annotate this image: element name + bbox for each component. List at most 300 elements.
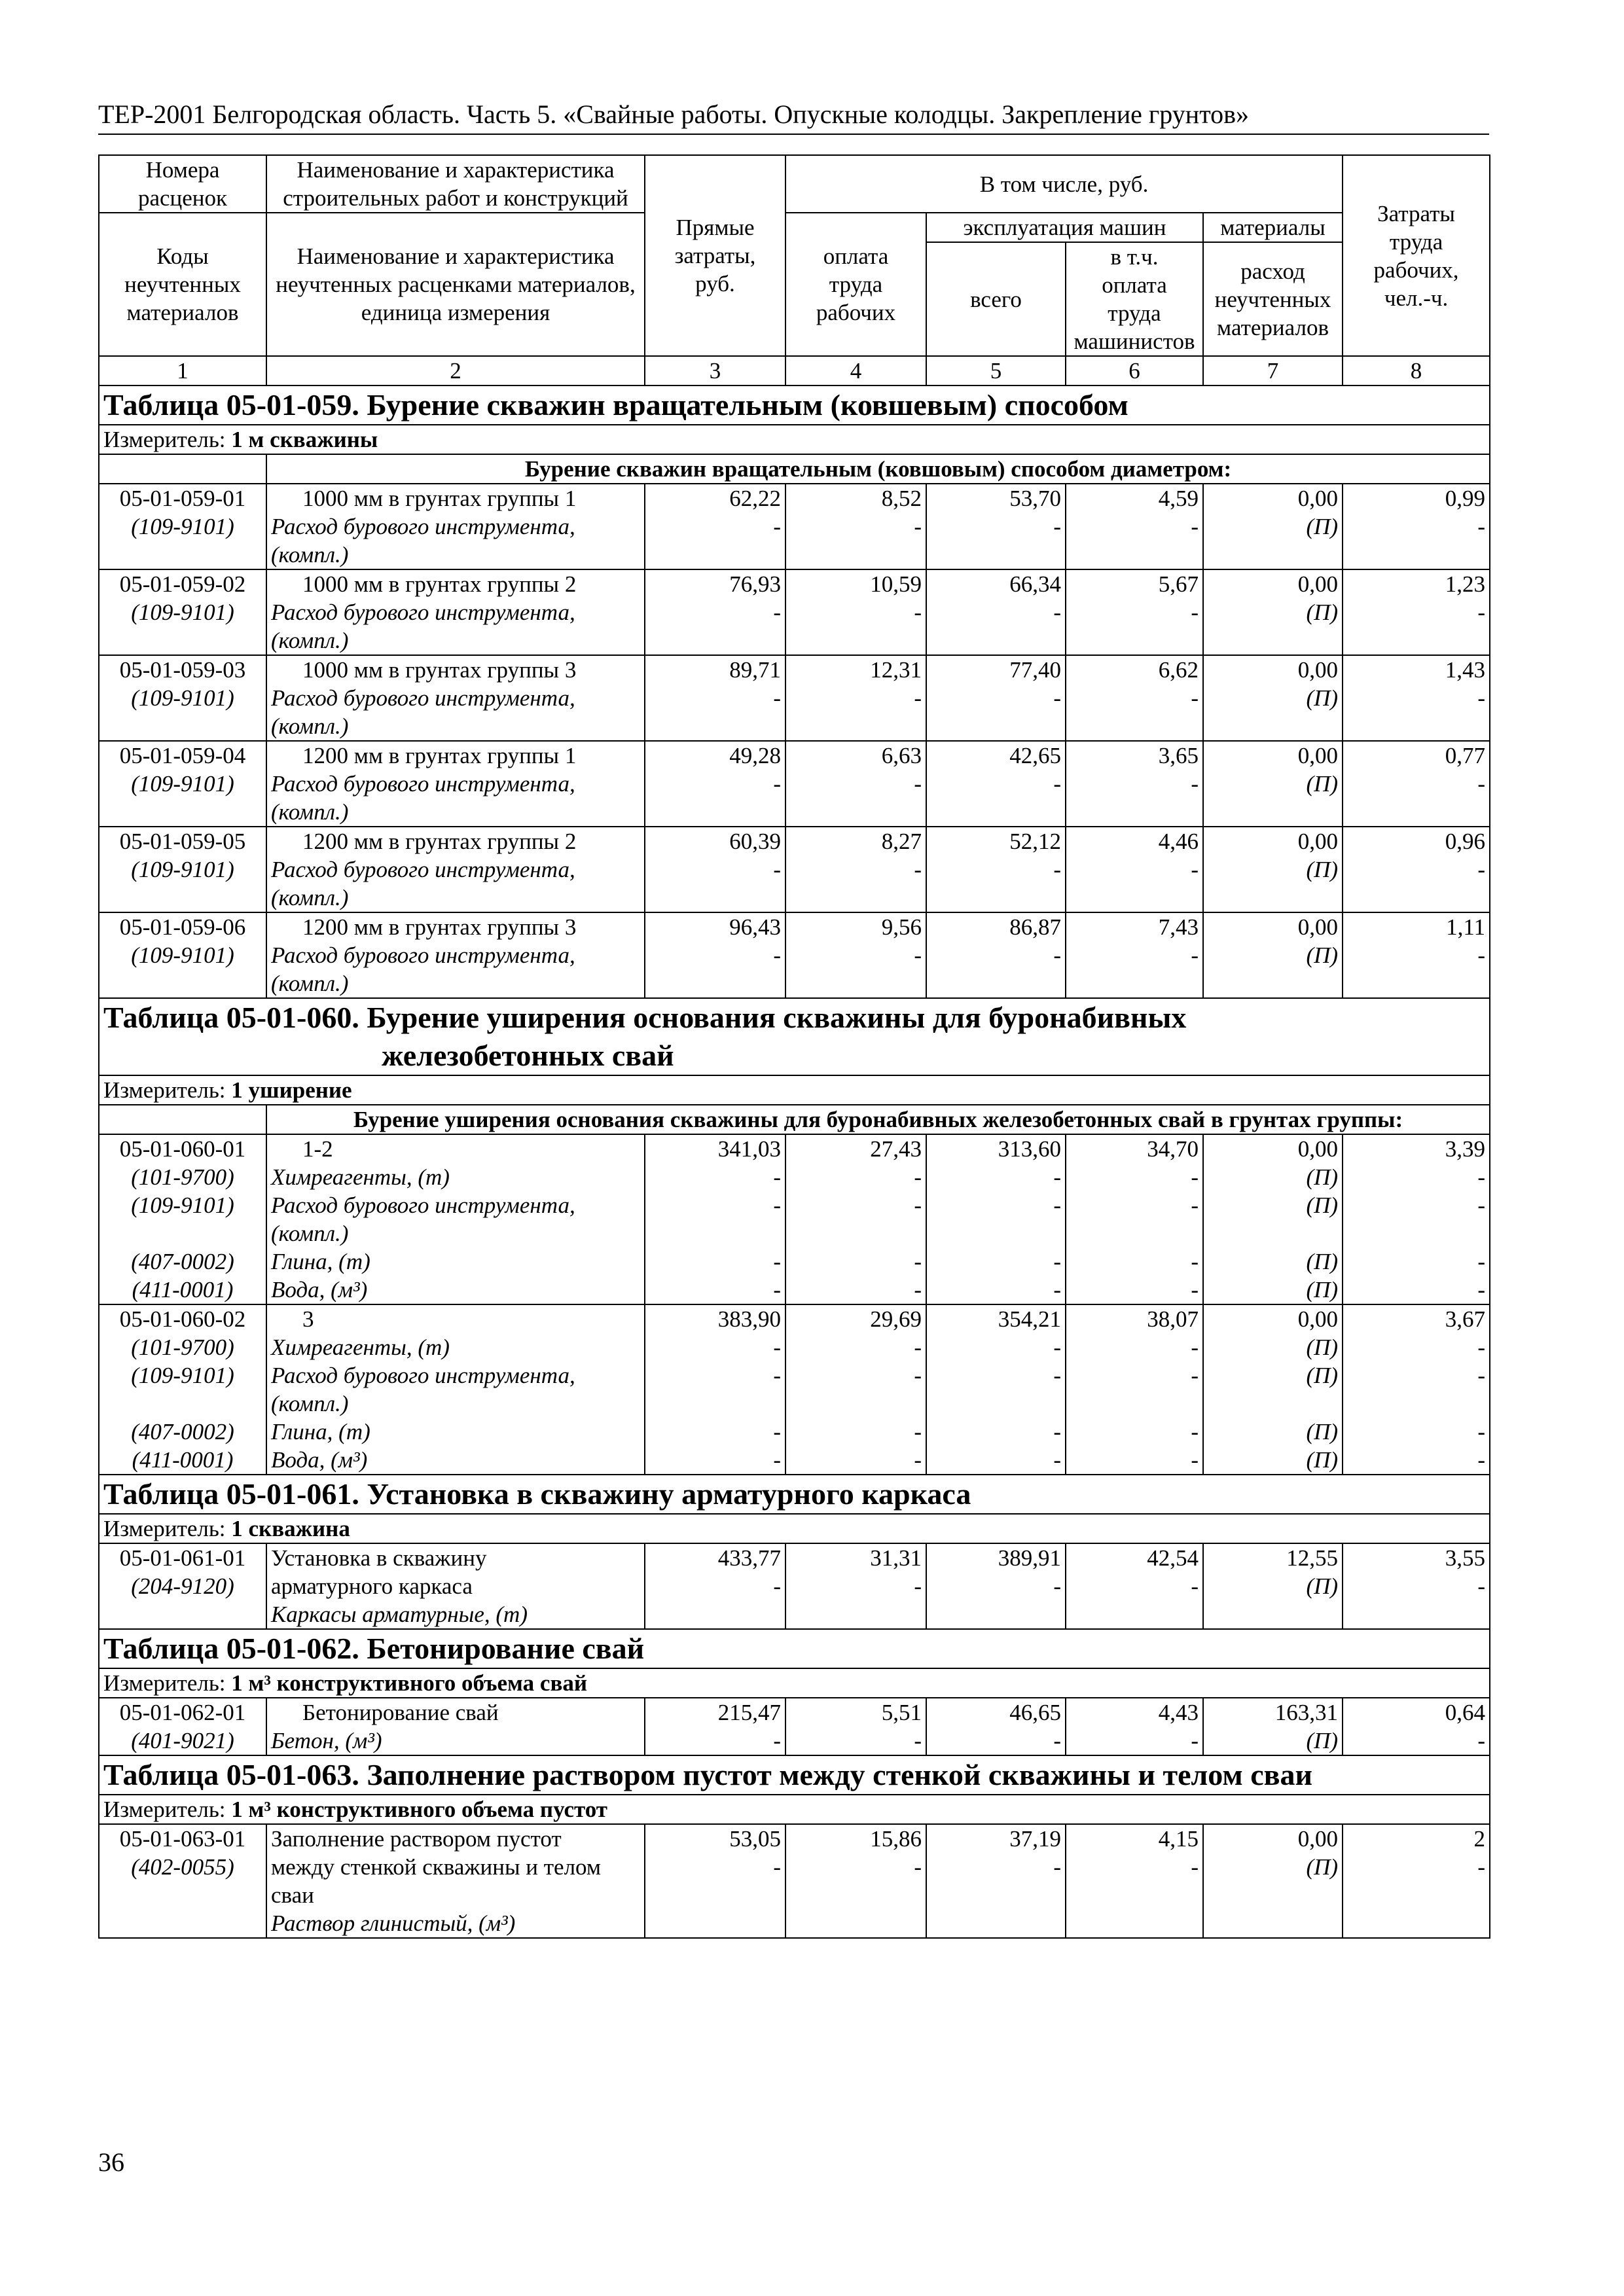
rate-row [99, 741, 1490, 827]
material-value: (П) [1306, 857, 1339, 882]
rate-code: 05-01-063-01 [119, 1826, 246, 1852]
measure-label: Измеритель: [103, 1670, 226, 1696]
rate-value: 1,11 [1446, 914, 1486, 940]
material-value: - [773, 514, 781, 539]
material-value: - [773, 942, 781, 968]
rate-row [99, 1824, 1490, 1938]
rate-names [266, 569, 645, 655]
material-value: - [914, 1854, 922, 1880]
rate-codes [99, 1304, 266, 1475]
rate-names [266, 1134, 645, 1304]
rate-code: 05-01-059-03 [119, 657, 246, 683]
material-value: (П) [1306, 1335, 1339, 1360]
material-value: - [1053, 1164, 1061, 1190]
material-value: - [1053, 1447, 1061, 1473]
material-value: - [914, 1277, 922, 1302]
col6-header: в т.ч. оплата труда машинистов [1066, 242, 1203, 356]
material-name: Глина, (т) [271, 1249, 370, 1274]
rate-value: 60,39 [729, 829, 781, 854]
rate-value: 7,43 [1158, 914, 1199, 940]
material-value: - [1477, 857, 1486, 882]
rate-codes [99, 741, 266, 827]
value-v3 [645, 569, 785, 655]
material-name: Расход бурового инструмента, (компл.) [271, 857, 575, 910]
value-v8 [1343, 1824, 1490, 1938]
rate-codes [99, 1134, 266, 1304]
rate-name: Бетонирование свай [302, 1700, 499, 1725]
rate-names [266, 1304, 645, 1475]
table-title-cell [99, 1629, 1490, 1668]
material-value: (П) [1306, 1249, 1339, 1274]
value-v3 [645, 1824, 785, 1938]
rate-value: 5,67 [1158, 571, 1199, 597]
rate-value: 0,99 [1445, 486, 1486, 511]
rate-value: 15,86 [870, 1826, 922, 1852]
material-value: (П) [1306, 1573, 1339, 1599]
col7-header: расход неучтенных материалов [1203, 242, 1343, 356]
value-v4 [785, 827, 926, 912]
rate-name: Установка в скважину арматурного каркаса [271, 1545, 487, 1599]
material-name: Химреагенты, (т) [271, 1164, 450, 1190]
measure-cell [99, 1668, 1490, 1698]
material-value: - [914, 771, 922, 797]
rate-value: 383,90 [717, 1306, 781, 1332]
page-number: 36 [98, 2147, 124, 2177]
rate-value: 163,31 [1274, 1700, 1339, 1725]
rate-value: 215,47 [717, 1700, 781, 1725]
material-code: (101-9700) [131, 1164, 234, 1190]
column-number: 4 [785, 356, 926, 386]
material-value: - [1477, 1249, 1486, 1274]
value-v8 [1343, 655, 1490, 741]
rate-value: 0,00 [1297, 1306, 1339, 1332]
rate-value: 12,55 [1286, 1545, 1339, 1571]
material-value: - [773, 771, 781, 797]
rate-value: 42,65 [1009, 743, 1061, 768]
material-value: (П) [1306, 1728, 1339, 1753]
rate-code: 05-01-059-05 [119, 829, 246, 854]
subheader-spacer [99, 1105, 266, 1134]
rate-value: 0,00 [1297, 1136, 1339, 1162]
material-value: - [1477, 1447, 1486, 1473]
material-value: - [773, 1335, 781, 1360]
column-number: 1 [99, 356, 266, 386]
value-v8 [1343, 1543, 1490, 1629]
material-value: (П) [1306, 1854, 1339, 1880]
document-body [98, 154, 1489, 1939]
material-value: - [773, 600, 781, 625]
table-title: Таблица 05-01-060. Бурение уширения основания скважины для буронабивных [103, 1001, 1187, 1034]
material-value: - [1191, 1164, 1199, 1190]
value-v6 [1066, 912, 1203, 998]
rates-table [98, 154, 1490, 1939]
value-v4 [785, 655, 926, 741]
material-value: - [773, 1193, 781, 1218]
material-value: - [1053, 771, 1061, 797]
material-value: (П) [1306, 942, 1339, 968]
value-v5 [926, 569, 1066, 655]
material-value: - [1191, 1249, 1199, 1274]
value-v8 [1343, 1304, 1490, 1475]
rate-value: 1,23 [1445, 571, 1486, 597]
material-value: - [1191, 1728, 1199, 1753]
group-header: В том числе, руб. [785, 155, 1343, 213]
material-value: - [914, 685, 922, 711]
rate-codes [99, 827, 266, 912]
rate-value: 9,56 [881, 914, 922, 940]
material-value: - [1477, 771, 1486, 797]
value-v3 [645, 1543, 785, 1629]
material-value: - [773, 1728, 781, 1753]
rate-row [99, 1698, 1490, 1755]
rate-codes [99, 1698, 266, 1755]
material-value: - [1191, 1193, 1199, 1218]
material-value: (П) [1306, 1363, 1339, 1388]
rate-value: 2 [1473, 1826, 1486, 1852]
material-value: - [773, 1249, 781, 1274]
value-v8 [1343, 741, 1490, 827]
measure-label: Измеритель: [103, 1077, 226, 1103]
material-code: (401-9021) [131, 1728, 234, 1753]
col4-header: оплата труда рабочих [785, 213, 926, 356]
material-name: Химреагенты, (т) [271, 1335, 450, 1360]
material-value: - [1477, 1335, 1486, 1360]
value-v8 [1343, 827, 1490, 912]
rate-value: 0,00 [1297, 1826, 1339, 1852]
value-v7 [1203, 1543, 1343, 1629]
material-value: - [1191, 1573, 1199, 1599]
material-name: Глина, (т) [271, 1419, 370, 1444]
material-name: Бетон, (м³) [271, 1728, 382, 1753]
material-value: - [773, 1447, 781, 1473]
rate-value: 62,22 [729, 486, 781, 511]
rate-value: 42,54 [1147, 1545, 1199, 1571]
material-code: (109-9101) [131, 771, 234, 797]
measure-label: Измеритель: [103, 1516, 226, 1541]
value-v6 [1066, 1304, 1203, 1475]
rate-value: 1,43 [1445, 657, 1486, 683]
material-code: (407-0002) [131, 1419, 234, 1444]
table-subheader: Бурение скважин вращательным (ковшовым) способом диаметром: [266, 454, 1490, 484]
rate-names [266, 484, 645, 569]
rate-value: 0,00 [1297, 743, 1339, 768]
header-rule [98, 134, 1489, 135]
value-v3 [645, 484, 785, 569]
value-v7 [1203, 484, 1343, 569]
material-value: - [1053, 1193, 1061, 1218]
rate-value: 8,52 [881, 486, 922, 511]
rate-value: 341,03 [717, 1136, 781, 1162]
rate-name: Заполнение раствором пустот между стенкой скважины и телом сваи [271, 1826, 602, 1908]
material-code: (109-9101) [131, 600, 234, 625]
material-value: - [1477, 1728, 1486, 1753]
material-code: (109-9101) [131, 514, 234, 539]
rate-names [266, 655, 645, 741]
rate-value: 5,51 [881, 1700, 922, 1725]
material-code: (109-9101) [131, 942, 234, 968]
measure-cell [99, 1795, 1490, 1824]
value-v7 [1203, 912, 1343, 998]
material-value: (П) [1306, 514, 1339, 539]
rate-row [99, 655, 1490, 741]
rate-value: 86,87 [1009, 914, 1061, 940]
material-value: - [1053, 1249, 1061, 1274]
material-value: - [1053, 514, 1061, 539]
table-title-cell [99, 1475, 1490, 1514]
rate-code: 05-01-060-01 [119, 1136, 246, 1162]
rate-value: 3,65 [1158, 743, 1199, 768]
material-code: (109-9101) [131, 1363, 234, 1388]
material-name: Расход бурового инструмента, (компл.) [271, 771, 575, 825]
rate-value: 4,15 [1158, 1826, 1199, 1852]
value-v4 [785, 1304, 926, 1475]
rate-codes [99, 912, 266, 998]
measure-value: 1 скважина [231, 1516, 350, 1541]
value-v5 [926, 827, 1066, 912]
material-value: - [914, 1249, 922, 1274]
material-value: - [1477, 1573, 1486, 1599]
measure-cell [99, 1075, 1490, 1105]
value-v8 [1343, 1134, 1490, 1304]
material-value: - [773, 685, 781, 711]
rate-names [266, 912, 645, 998]
value-v3 [645, 827, 785, 912]
material-value: - [1191, 857, 1199, 882]
material-code: (101-9700) [131, 1335, 234, 1360]
material-value: (П) [1306, 1164, 1339, 1190]
measure-value: 1 м³ конструктивного объема свай [231, 1670, 588, 1696]
rate-row [99, 1134, 1490, 1304]
rate-value: 6,63 [881, 743, 922, 768]
value-v8 [1343, 484, 1490, 569]
rate-value: 3,67 [1445, 1306, 1486, 1332]
value-v5 [926, 655, 1066, 741]
rate-row [99, 1543, 1490, 1629]
value-v5 [926, 1304, 1066, 1475]
value-v3 [645, 1134, 785, 1304]
value-v5 [926, 1134, 1066, 1304]
material-value: - [914, 1447, 922, 1473]
rate-names [266, 1698, 645, 1755]
material-value: - [773, 1419, 781, 1444]
material-value: - [1053, 857, 1061, 882]
value-v4 [785, 1543, 926, 1629]
material-value: (П) [1306, 1277, 1339, 1302]
column-number: 7 [1203, 356, 1343, 386]
value-v4 [785, 1698, 926, 1755]
value-v3 [645, 655, 785, 741]
rate-value: 0,00 [1297, 657, 1339, 683]
material-value: - [1477, 1277, 1486, 1302]
material-value: (П) [1306, 1419, 1339, 1444]
measure-value: 1 уширение [231, 1077, 352, 1103]
material-value: - [914, 600, 922, 625]
value-v5 [926, 1543, 1066, 1629]
rate-codes [99, 1543, 266, 1629]
material-code: (402-0055) [131, 1854, 234, 1880]
value-v6 [1066, 1134, 1203, 1304]
value-v6 [1066, 1824, 1203, 1938]
rate-codes [99, 655, 266, 741]
rate-value: 27,43 [870, 1136, 922, 1162]
measure-value: 1 м скважины [231, 427, 378, 452]
col1-top-header: Номера расценок [99, 155, 266, 213]
value-v6 [1066, 484, 1203, 569]
value-v5 [926, 912, 1066, 998]
value-v5 [926, 741, 1066, 827]
material-value: - [914, 1335, 922, 1360]
table-title: Таблица 05-01-062. Бетонирование свай [103, 1632, 645, 1665]
material-value: - [914, 857, 922, 882]
material-value: - [1053, 1363, 1061, 1388]
rate-code: 05-01-059-06 [119, 914, 246, 940]
material-value: (П) [1306, 771, 1339, 797]
value-v5 [926, 484, 1066, 569]
table-title-continued: железобетонных свай [382, 1039, 674, 1072]
table-title: Таблица 05-01-061. Установка в скважину арматурного каркаса [103, 1477, 971, 1511]
rate-code: 05-01-059-02 [119, 571, 246, 597]
col5-header: всего [926, 242, 1066, 356]
rate-value: 433,77 [717, 1545, 781, 1571]
value-v8 [1343, 912, 1490, 998]
column-number: 5 [926, 356, 1066, 386]
rate-value: 46,65 [1009, 1700, 1061, 1725]
material-code: (411-0001) [132, 1277, 234, 1302]
rate-value: 8,27 [881, 829, 922, 854]
rate-name: 1000 мм в грунтах группы 3 [302, 657, 577, 683]
rate-value: 313,60 [998, 1136, 1061, 1162]
material-value: - [1053, 600, 1061, 625]
rate-value: 0,00 [1297, 486, 1339, 511]
rate-value: 89,71 [729, 657, 781, 683]
rate-names [266, 827, 645, 912]
value-v6 [1066, 827, 1203, 912]
material-value: - [1191, 1335, 1199, 1360]
material-value: (П) [1306, 1447, 1339, 1473]
material-value: - [1191, 1854, 1199, 1880]
material-value: - [914, 1573, 922, 1599]
rate-codes [99, 484, 266, 569]
material-code: (109-9101) [131, 1193, 234, 1218]
rate-value: 4,46 [1158, 829, 1199, 854]
rate-value: 0,00 [1297, 829, 1339, 854]
subheader-spacer [99, 454, 266, 484]
material-value: - [1053, 1419, 1061, 1444]
table-subheader: Бурение уширения основания скважины для буронабивных железобетонных свай в грунтах группы: [266, 1105, 1490, 1134]
material-value: - [914, 1363, 922, 1388]
value-v5 [926, 1824, 1066, 1938]
rate-codes [99, 569, 266, 655]
material-value: - [1477, 514, 1486, 539]
rate-value: 389,91 [998, 1545, 1061, 1571]
material-value: - [773, 1164, 781, 1190]
rate-value: 29,69 [870, 1306, 922, 1332]
material-value: - [1191, 942, 1199, 968]
column-numbers-row [99, 356, 1490, 386]
value-v3 [645, 741, 785, 827]
material-name: Расход бурового инструмента, (компл.) [271, 942, 575, 996]
rate-value: 49,28 [729, 743, 781, 768]
material-value: - [1053, 685, 1061, 711]
rate-code: 05-01-060-02 [119, 1306, 246, 1332]
rate-value: 6,62 [1158, 657, 1199, 683]
material-value: - [1053, 1277, 1061, 1302]
column-number: 3 [645, 356, 785, 386]
material-value: - [1477, 1363, 1486, 1388]
material-value: - [773, 1854, 781, 1880]
value-v4 [785, 1824, 926, 1938]
material-value: - [914, 514, 922, 539]
material-value: - [1191, 771, 1199, 797]
material-name: Расход бурового инструмента, (компл.) [271, 1193, 575, 1246]
rate-row [99, 1304, 1490, 1475]
rate-code: 05-01-061-01 [119, 1545, 246, 1571]
col3-header: Прямые затраты, руб. [645, 155, 785, 356]
material-value: - [1477, 685, 1486, 711]
value-v4 [785, 1134, 926, 1304]
value-v4 [785, 741, 926, 827]
value-v7 [1203, 569, 1343, 655]
value-v3 [645, 912, 785, 998]
rate-code: 05-01-059-01 [119, 486, 246, 511]
rate-name: 1-2 [302, 1136, 333, 1162]
material-name: Расход бурового инструмента, (компл.) [271, 1363, 575, 1416]
rate-names [266, 1824, 645, 1938]
rate-name: 1000 мм в грунтах группы 1 [302, 486, 577, 511]
material-value: (П) [1306, 685, 1339, 711]
rate-value: 66,34 [1009, 571, 1061, 597]
value-v7 [1203, 1698, 1343, 1755]
rate-value: 53,05 [729, 1826, 781, 1852]
rate-names [266, 1543, 645, 1629]
col8-header: Затраты труда рабочих, чел.-ч. [1343, 155, 1490, 356]
material-value: - [914, 1164, 922, 1190]
rate-value: 4,59 [1158, 486, 1199, 511]
value-v6 [1066, 655, 1203, 741]
table-title: Таблица 05-01-059. Бурение скважин вращательным (ковшевым) способом [103, 388, 1128, 422]
value-v8 [1343, 1698, 1490, 1755]
material-value: - [1191, 514, 1199, 539]
rate-name: 1200 мм в грунтах группы 3 [302, 914, 577, 940]
material-value: - [1053, 1573, 1061, 1599]
column-number: 6 [1066, 356, 1203, 386]
rate-name: 1200 мм в грунтах группы 2 [302, 829, 577, 854]
material-name: Каркасы арматурные, (т) [271, 1602, 528, 1627]
measure-value: 1 м³ конструктивного объема пустот [231, 1797, 607, 1822]
value-v7 [1203, 1824, 1343, 1938]
rate-value: 0,77 [1445, 743, 1486, 768]
value-v7 [1203, 1304, 1343, 1475]
table-title: Таблица 05-01-063. Заполнение раствором пустот между стенкой скважины и телом сваи [103, 1758, 1313, 1791]
material-code: (109-9101) [131, 857, 234, 882]
rate-codes [99, 1824, 266, 1938]
value-v4 [785, 912, 926, 998]
measure-label: Измеритель: [103, 1797, 226, 1822]
rate-value: 52,12 [1009, 829, 1061, 854]
value-v3 [645, 1304, 785, 1475]
rate-value: 354,21 [998, 1306, 1061, 1332]
rate-value: 12,31 [870, 657, 922, 683]
material-name: Расход бурового инструмента, (компл.) [271, 514, 575, 567]
material-value: - [1477, 942, 1486, 968]
material-name: Вода, (м³) [271, 1277, 368, 1302]
material-value: - [773, 857, 781, 882]
rate-value: 0,96 [1445, 829, 1486, 854]
col2-bottom-header: Наименование и характеристика неучтенных расценками материалов, единица измерения [266, 213, 645, 356]
material-code: (407-0002) [131, 1249, 234, 1274]
rate-value: 0,00 [1297, 914, 1339, 940]
rate-value: 37,19 [1009, 1826, 1061, 1852]
